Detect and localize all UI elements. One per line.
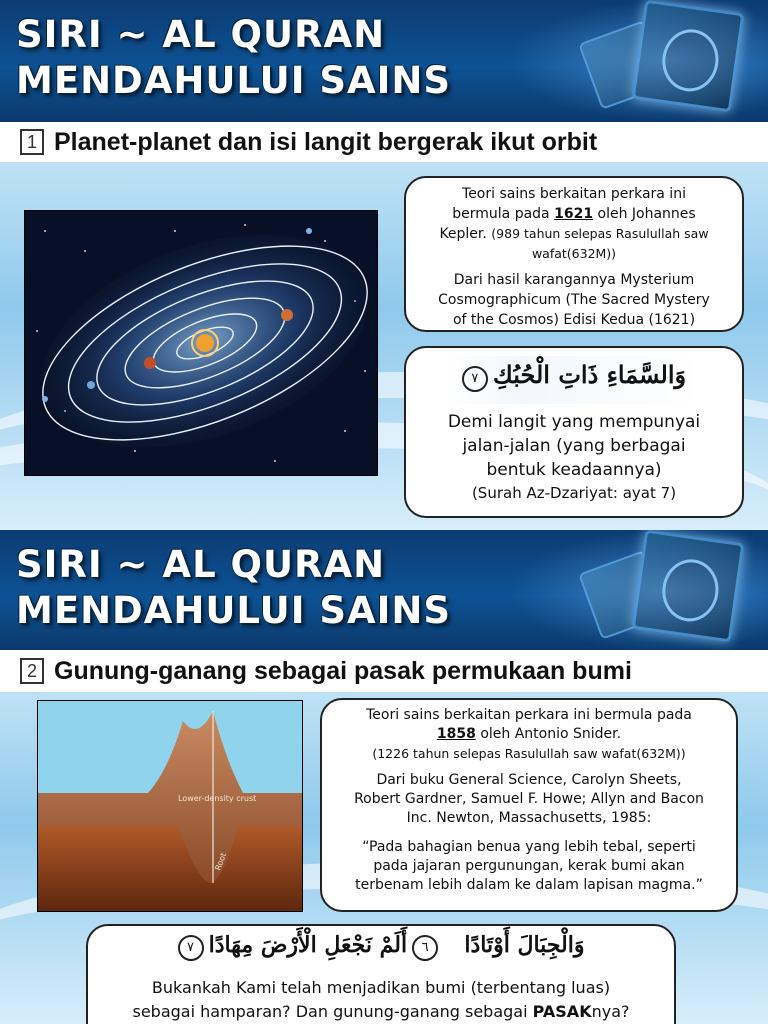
root-label: Root xyxy=(213,851,229,872)
quran-book-icon xyxy=(632,530,745,642)
translation-text: Bukankah Kami telah menjadikan bumi (terbentang luas) xyxy=(151,978,611,997)
item-number: 2 xyxy=(20,658,44,684)
quote-text: terbenam lebih dalam ke dalam lapisan magma.” xyxy=(355,877,703,893)
science-text: oleh Johannes xyxy=(593,206,696,222)
translation-text: nya? xyxy=(591,1002,630,1021)
mountain-root-image xyxy=(37,700,303,912)
translation-text: Demi langit yang mempunyai xyxy=(447,412,701,432)
science-text: Kepler. xyxy=(439,226,492,242)
ayah-number-icon: ٧ xyxy=(178,935,204,961)
orbit-diagram xyxy=(25,211,378,476)
science-text xyxy=(416,204,732,224)
science-note: (989 tahun selepas Rasulullah saw xyxy=(491,226,709,241)
translation-text: bentuk keadaannya) xyxy=(486,460,662,480)
science-text: oleh Antonio Snider. xyxy=(475,726,622,742)
quran-verse-box xyxy=(86,924,676,1024)
source-text: Dari buku General Science, Carolyn Sheets, xyxy=(376,772,682,788)
source-text: Inc. Newton, Massachusetts, 1985: xyxy=(406,810,652,826)
slide-2-body xyxy=(0,692,768,1024)
crust-label: Lower-density crust xyxy=(178,794,257,803)
quran-book-icon xyxy=(578,550,668,640)
item-number: 1 xyxy=(20,129,44,155)
translation-text: sebagai hamparan? Dan gunung-ganang sebagai xyxy=(132,1002,533,1021)
slide-2-subtitle-bar xyxy=(0,650,768,692)
quran-book-icon xyxy=(578,20,668,110)
science-text: Teori sains berkaitan perkara ini xyxy=(462,186,686,202)
science-text: Teori sains berkaitan perkara ini bermula pada xyxy=(366,707,692,723)
arabic-verse-strip xyxy=(446,356,702,404)
science-fact-box xyxy=(320,698,738,912)
mountain-cross-section xyxy=(38,701,303,912)
slide-2-subtitle: Gunung-ganang sebagai pasak permukaan bumi xyxy=(54,656,632,685)
ayah-number-icon: ٧ xyxy=(462,366,488,392)
title-line-1: SIRI ~ AL QURAN xyxy=(16,543,386,586)
ayah-number-icon: ٦ xyxy=(412,935,438,961)
quran-verse-box xyxy=(404,346,744,518)
source-text: Cosmographicum (The Sacred Mystery xyxy=(438,292,710,308)
translation-text: jalan-jalan (yang berbagai xyxy=(462,436,686,456)
year-highlight: 1621 xyxy=(554,206,594,222)
translation-text xyxy=(96,1000,666,1024)
emphasis-text: PASAK xyxy=(532,1002,592,1021)
arabic-verse: أَلَمْ نَجْعَلِ الْأَرْضَ مِهَادًا xyxy=(208,932,408,958)
quote-text: pada jajaran pergunungan, kerak bumi akan xyxy=(373,858,685,874)
quote-text: “Pada bahagian benua yang lebih tebal, seperti xyxy=(362,839,696,855)
slide-2 xyxy=(0,530,768,1024)
science-text: bermula pada xyxy=(452,206,555,222)
quran-book-icon xyxy=(632,0,745,112)
source-text: Dari hasil karangannya Mysterium xyxy=(453,272,695,288)
slide-2-header xyxy=(0,530,768,650)
science-text xyxy=(332,725,726,744)
slide-1-subtitle: Planet-planet dan isi langit bergerak ikut orbit xyxy=(54,127,598,156)
title-line-1: SIRI ~ AL QURAN xyxy=(16,13,386,56)
slide-2-title xyxy=(16,542,451,634)
science-note: (1226 tahun selepas Rasulullah saw wafat(632M)) xyxy=(372,746,686,761)
science-text xyxy=(416,224,732,244)
arabic-verse: وَالْجِبَالَ أَوْتَادًا xyxy=(464,932,585,958)
source-text: Robert Gardner, Samuel F. Howe; Allyn and Bacon xyxy=(354,791,704,807)
year-highlight: 1858 xyxy=(436,726,476,742)
arabic-verse-strip xyxy=(96,932,666,976)
solar-system-image xyxy=(24,210,378,476)
slide-1-header xyxy=(0,0,768,122)
science-fact-box xyxy=(404,176,744,332)
source-text: of the Cosmos) Edisi Kedua (1621) xyxy=(452,312,696,328)
slide-1-body xyxy=(0,162,768,530)
slide-1-title xyxy=(16,12,451,104)
science-note: wafat(632M)) xyxy=(531,246,617,261)
title-line-2: MENDAHULUI SAINS xyxy=(16,59,452,102)
arabic-verse: وَالسَّمَاءِ ذَاتِ الْحُبُكِ xyxy=(493,360,687,389)
slide-1-subtitle-bar xyxy=(0,122,768,162)
title-line-2: MENDAHULUI SAINS xyxy=(16,589,452,632)
verse-reference: (Surah Az-Dzariyat: ayat 7) xyxy=(471,484,677,502)
